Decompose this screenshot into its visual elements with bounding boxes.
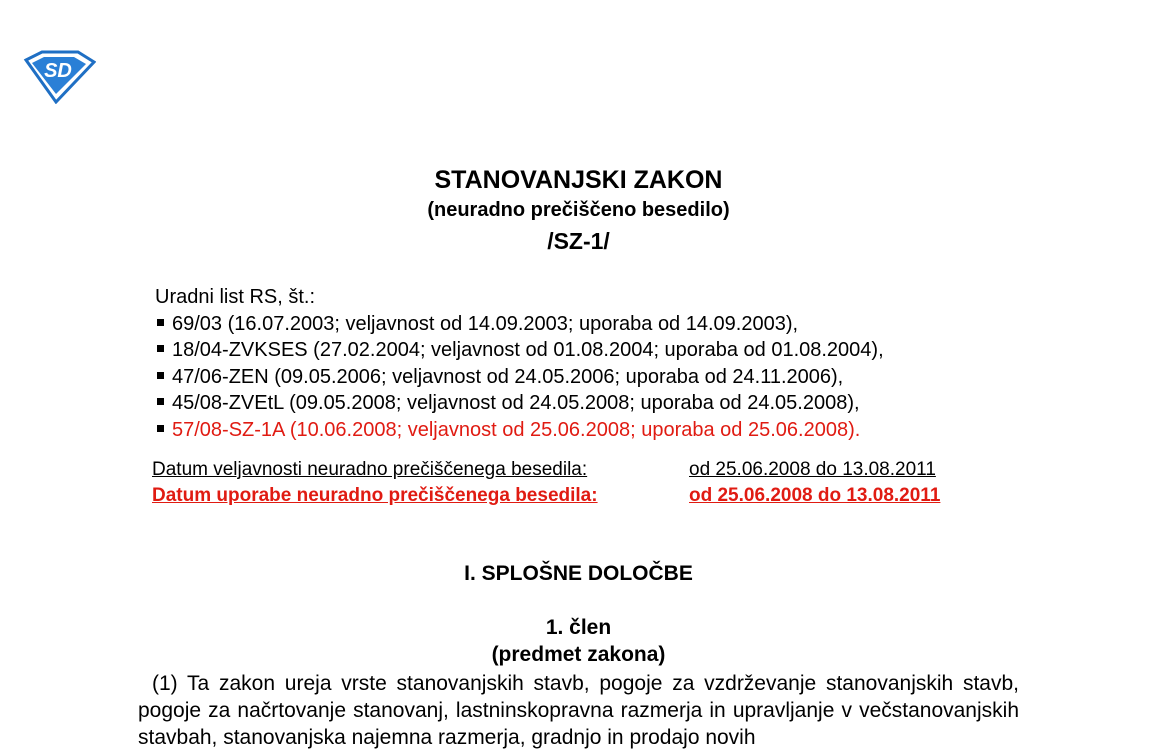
square-bullet-icon (157, 319, 164, 326)
validity-label: Datum veljavnosti neuradno prečiščenega besedila: (152, 459, 588, 480)
svg-text:SD: SD (44, 60, 72, 82)
article-paragraph: (1) Ta zakon ureja vrste stanovanjskih stavb, pogoje za vzdrževanje stanovanjskih stavb, pogoje za načrtovanje stanovanj, lastninskopravna razmerja in upravljanje v večstanovanjskih stavbah, stanovanjska najemna razmerja, gradnjo in prodajo novih (138, 672, 1019, 749)
validity-date-row (152, 457, 940, 483)
gazette-list (155, 284, 884, 443)
use-value: od 25.06.2008 do 13.08.2011 (689, 485, 941, 506)
validity-value: od 25.06.2008 do 13.08.2011 (689, 459, 936, 480)
gazette-item: 18/04-ZVKSES (27.02.2004; veljavnost od 01.08.2004; uporaba od 01.08.2004), (157, 337, 884, 364)
use-date-row (152, 483, 940, 509)
use-label: Datum uporabe neuradno prečiščenega besedila: (152, 485, 598, 506)
square-bullet-icon (157, 425, 164, 432)
dates-block (152, 457, 940, 509)
square-bullet-icon (157, 345, 164, 352)
square-bullet-icon (157, 398, 164, 405)
square-bullet-icon (157, 372, 164, 379)
article-number: 1. člen (545, 616, 612, 639)
gazette-item: 47/06-ZEN (09.05.2006; veljavnost od 24.05.2006; uporaba od 24.11.2006), (157, 364, 884, 391)
gazette-heading: Uradni list RS, št.: (155, 286, 316, 308)
document-title: STANOVANJSKI ZAKON (434, 166, 723, 194)
gazette-item: 69/03 (16.07.2003; veljavnost od 14.09.2003; uporaba od 14.09.2003), (157, 311, 884, 338)
gazette-item: 45/08-ZVEtL (09.05.2008; veljavnost od 24.05.2008; uporaba od 24.05.2008), (157, 390, 884, 417)
document-subtitle: (neuradno prečiščeno besedilo) (427, 199, 730, 221)
document-code: /SZ-1/ (547, 228, 610, 254)
article-body (138, 670, 1019, 751)
article-subject: (predmet zakona) (491, 643, 666, 666)
sd-logo (22, 50, 96, 104)
gazette-item-highlighted: 57/08-SZ-1A (10.06.2008; veljavnost od 25.06.2008; uporaba od 25.06.2008). (157, 417, 884, 444)
section-heading: I. SPLOŠNE DOLOČBE (464, 562, 693, 585)
